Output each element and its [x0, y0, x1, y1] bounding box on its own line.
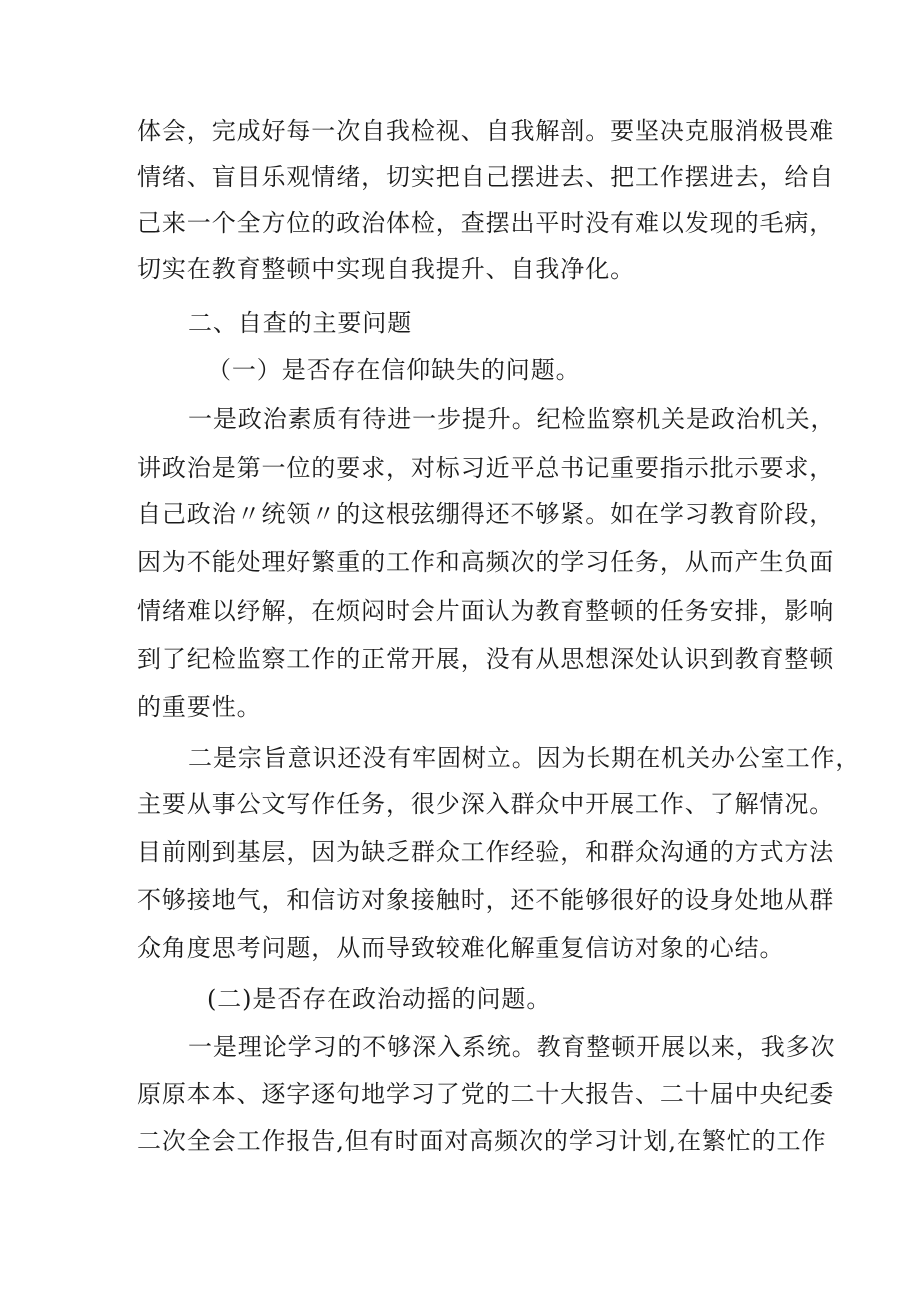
paragraph-line: 二是宗旨意识还没有牢固树立。因为长期在机关办公室工作， — [188, 744, 861, 772]
paragraph-line: 己来一个全方位的政治体检，查摆出平时没有难以发现的毛病， — [137, 209, 835, 237]
subsection-heading: (二)是否存在政治动摇的问题。 — [207, 985, 552, 1013]
paragraph-line: 一是理论学习的不够深入系统。教育整顿开展以来，我多次 — [188, 1033, 836, 1061]
section-heading: 二、自查的主要问题 — [188, 309, 413, 337]
paragraph-line: 情绪难以纾解，在烦闷时会片面认为教育整顿的任务安排，影响 — [137, 597, 835, 625]
paragraph-line: 情绪、盲目乐观情绪，切实把自己摆进去、把工作摆进去，给自 — [137, 163, 835, 191]
paragraph-line: 到了纪检监察工作的正常开展，没有从思想深处认识到教育整顿 — [137, 645, 835, 673]
paragraph-line: 因为不能处理好繁重的工作和高频次的学习任务，从而产生负面 — [137, 548, 835, 576]
paragraph-line: 众角度思考问题，从而导致较难化解重复信访对象的心结。 — [137, 934, 785, 962]
paragraph-line: 不够接地气，和信访对象接触时，还不能够很好的设身处地从群 — [137, 886, 835, 914]
paragraph-line: 的重要性。 — [137, 693, 262, 721]
paragraph-line: 目前刚到基层，因为缺乏群众工作经验，和群众沟通的方式方法 — [137, 838, 835, 866]
paragraph-line: 二次全会工作报告,但有时面对高频次的学习计划,在繁忙的工作 — [137, 1127, 827, 1155]
subsection-heading: （一）是否存在信仰缺失的问题。 — [207, 356, 581, 384]
paragraph-line: 讲政治是第一位的要求，对标习近平总书记重要指示批示要求， — [137, 454, 835, 482]
paragraph-line: 原原本本、逐字逐句地学习了党的二十大报告、二十届中央纪委 — [137, 1080, 835, 1108]
paragraph-line: 一是政治素质有待进一步提升。纪检监察机关是政治机关， — [188, 405, 836, 433]
paragraph-line: 主要从事公文写作任务，很少深入群众中开展工作、了解情况。 — [137, 790, 835, 818]
paragraph-line: 自己政治〃统领〃的这根弦绷得还不够紧。如在学习教育阶段， — [137, 500, 835, 528]
paragraph-line: 切实在教育整顿中实现自我提升、自我净化。 — [137, 255, 635, 283]
paragraph-line: 体会，完成好每一次自我检视、自我解剖。要坚决克服消极畏难 — [137, 117, 835, 145]
